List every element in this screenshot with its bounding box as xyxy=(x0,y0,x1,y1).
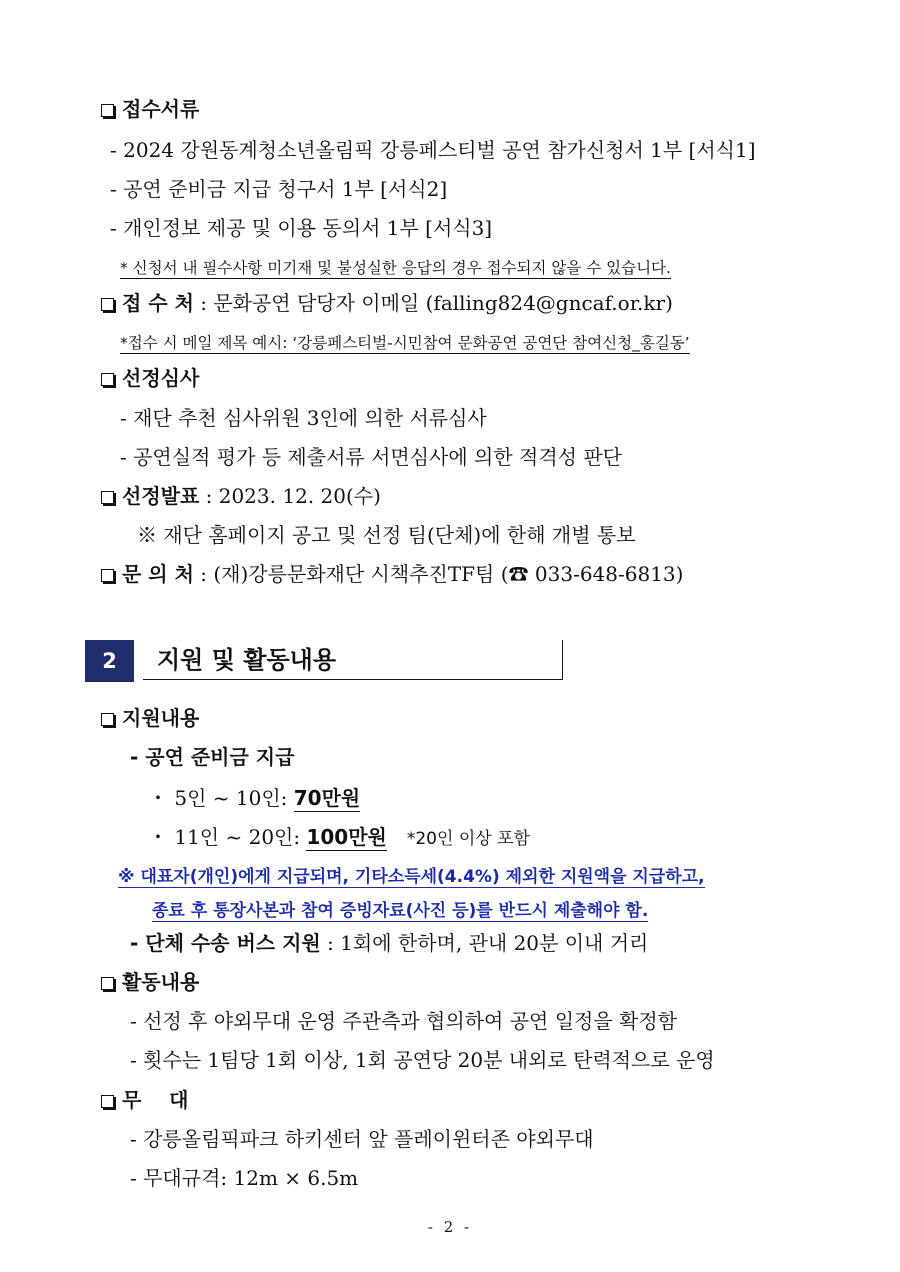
stage-item-1: - 강릉올림픽파크 하키센터 앞 플레이윈터존 야외무대 xyxy=(130,1127,594,1151)
checkbox-square-icon xyxy=(101,298,114,311)
inquiry-text-prefix: : (재)강릉문화재단 시책추진TF팀 ( xyxy=(200,562,509,586)
support-notice-line-1 xyxy=(118,864,705,890)
stage-heading-row xyxy=(101,1087,189,1113)
support-bus-text: : 1회에 한하며, 관내 20분 이내 거리 xyxy=(320,931,649,955)
submission-docs-heading: 접수서류 xyxy=(122,97,200,121)
submission-doc-item-2: - 공연 준비금 지급 청구서 1부 [서식2] xyxy=(110,177,448,201)
phone-icon: ☎ xyxy=(508,562,529,586)
reception-note: *접수 시 메일 제목 예시: ‘강릉페스티벌-시민참여 문화공연 공연단 참여신청_홍길동’ xyxy=(120,334,690,352)
checkbox-square-icon xyxy=(101,491,114,504)
checkbox-square-icon xyxy=(101,104,114,117)
announcement-heading: 선정발표 xyxy=(122,484,200,508)
checkbox-square-icon xyxy=(101,1095,114,1108)
activity-item-1: - 선정 후 야외무대 운영 주관측과 협의하여 공연 일정을 확정함 xyxy=(130,1009,677,1033)
section-title: 지원 및 활동내용 xyxy=(143,640,563,680)
support-tier-1-label: ・ 5인 ~ 10인: xyxy=(148,786,294,810)
support-tier-1 xyxy=(148,785,360,811)
reception-heading: 접 수 처 xyxy=(122,291,194,315)
reception-text: : 문화공연 담당자 이메일 (falling824@gncaf.or.kr) xyxy=(200,291,673,315)
checkbox-square-icon xyxy=(101,373,114,386)
selection-review-item-2: - 공연실적 평가 등 제출서류 서면심사에 의한 적격성 판단 xyxy=(120,445,622,469)
announcement-note: ※ 재단 홈페이지 공고 및 선정 팀(단체)에 한해 개별 통보 xyxy=(137,523,636,547)
support-tier-2-note: *20인 이상 포함 xyxy=(406,829,530,849)
checkbox-square-icon xyxy=(101,713,114,726)
support-heading-row xyxy=(101,705,199,731)
reception-row xyxy=(101,290,673,316)
checkbox-square-icon xyxy=(101,569,114,582)
selection-review-heading-row xyxy=(101,365,199,391)
support-bus-label: - 단체 수송 버스 지원 xyxy=(130,931,321,955)
support-sub-heading: - 공연 준비금 지급 xyxy=(130,745,295,769)
selection-review-item-1: - 재단 추천 심사위원 3인에 의한 서류심사 xyxy=(120,406,487,430)
submission-doc-item-1: - 2024 강원동계청소년올림픽 강릉페스티벌 공연 참가신청서 1부 [서식1] xyxy=(110,138,756,162)
activity-heading: 활동내용 xyxy=(122,970,200,994)
page-number: - 2 - xyxy=(427,1218,473,1236)
support-notice-line-1-text: ※ 대표자(개인)에게 지급되며, 기타소득세(4.4%) 제외한 지원액을 지급하고, xyxy=(118,867,705,887)
submission-docs-heading-row xyxy=(101,96,199,122)
announcement-text: : 2023. 12. 20(수) xyxy=(205,484,381,508)
section-number-badge: 2 xyxy=(85,640,134,682)
support-tier-1-amount: 70만원 xyxy=(293,786,361,810)
support-notice-line-2 xyxy=(152,898,648,924)
checkbox-square-icon xyxy=(101,977,114,990)
stage-item-2: - 무대규격: 12m × 6.5m xyxy=(130,1166,359,1190)
submission-doc-item-3: - 개인정보 제공 및 이용 동의서 1부 [서식3] xyxy=(110,216,493,240)
support-bus-row xyxy=(130,930,648,956)
stage-heading: 무 대 xyxy=(122,1088,189,1112)
inquiry-row xyxy=(101,561,683,587)
announcement-row xyxy=(101,483,381,509)
inquiry-heading: 문 의 처 xyxy=(122,562,194,586)
support-tier-2-label: ・ 11인 ~ 20인: xyxy=(148,825,307,849)
activity-heading-row xyxy=(101,969,199,995)
submission-docs-note-row xyxy=(120,255,810,281)
inquiry-phone: 033-648-6813) xyxy=(528,562,684,586)
support-tier-2 xyxy=(148,824,530,852)
support-notice-line-2-text: 종료 후 통장사본과 참여 증빙자료(사진 등)를 반드시 제출해야 함. xyxy=(152,901,649,921)
activity-item-2: - 횟수는 1팀당 1회 이상, 1회 공연당 20분 내외로 탄력적으로 운영 xyxy=(130,1048,715,1072)
support-heading: 지원내용 xyxy=(122,706,200,730)
selection-review-heading: 선정심사 xyxy=(122,366,200,390)
support-tier-2-amount: 100만원 xyxy=(306,825,387,849)
reception-note-row xyxy=(120,330,690,356)
submission-docs-note: * 신청서 내 필수사항 미기재 및 불성실한 응답의 경우 접수되지 않을 수 있습니다. xyxy=(120,259,671,277)
